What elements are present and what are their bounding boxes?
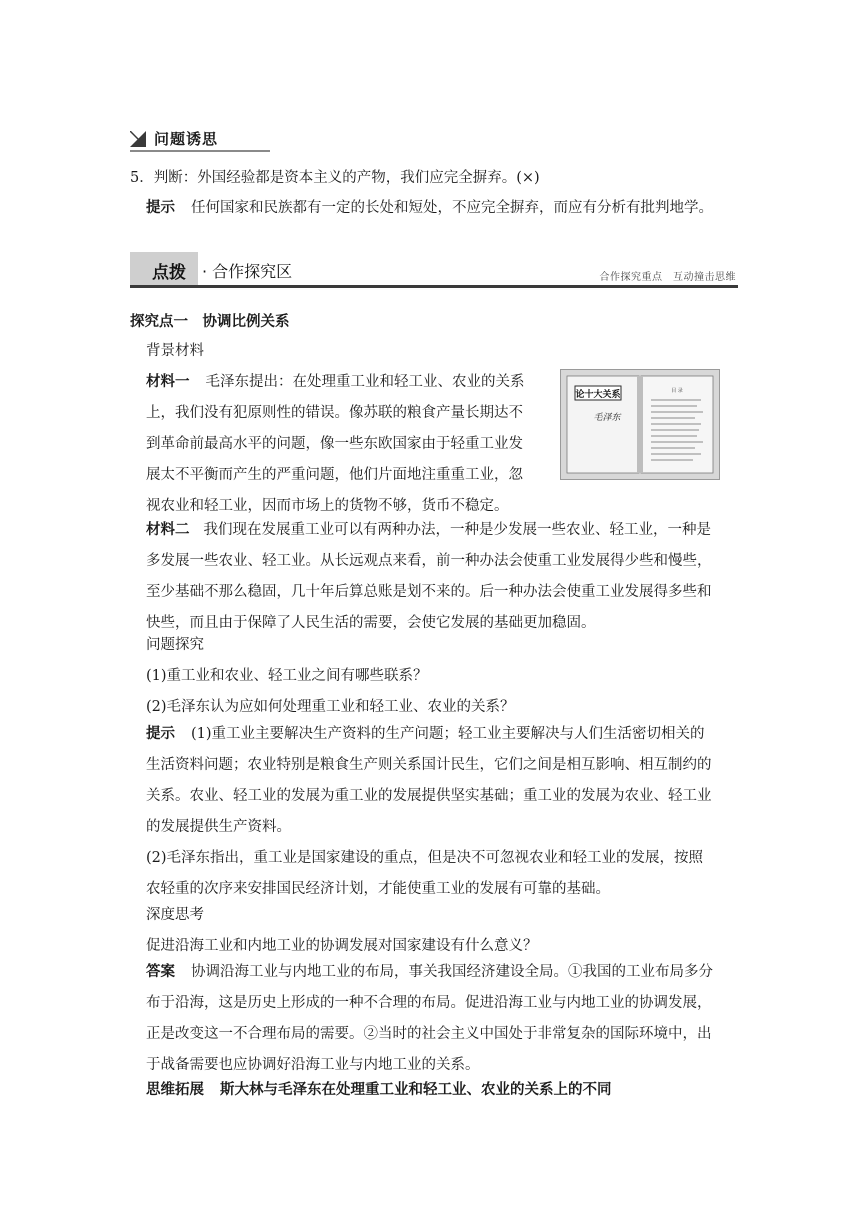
extension-label: 思维拓展 [146,1082,204,1098]
material-1 [146,367,546,522]
material-2-line: 我们现在发展重工业可以有两种办法，一种是少发展一些农业、轻工业，一种是 [203,522,711,538]
material-1-line: 毛泽东提出：在处理重工业和轻工业、农业的关系 [205,374,525,390]
banner-right-text: 合作探究重点 互动撞击思维 [599,272,736,283]
inquiry-hint-line: (1)重工业主要解决生产资料的生产问题；轻工业主要解决与人们生活密切相关的 [191,726,705,742]
inquiry-hint-line: 农轻重的次序来安排国民经济计划，才能使重工业的发展有可靠的基础。 [146,881,610,897]
answer-line: 布于沿海，这是历史上形成的一种不合理的布局。促进沿海工业与内地工业的协调发展， [146,995,712,1011]
material-1-label: 材料一 [146,374,190,390]
hint-text: 任何国家和民族都有一定的长处和短处，不应完全摒弃，而应有分析有批判地学。 [191,200,713,216]
material-2-label: 材料二 [146,522,190,538]
section-header [130,128,270,154]
inquiry-hint-line: (2)毛泽东指出，重工业是国家建设的重点，但是决不可忽视农业和轻工业的发展，按照 [146,850,704,866]
inquiry-hint-line: 关系。农业、轻工业的发展为重工业的发展提供坚实基础；重工业的发展为农业、轻工业 [146,788,712,804]
background-label: 背景材料 [146,343,204,359]
answer-line: 于战备需要也应协调好沿海工业与内地工业的关系。 [146,1057,480,1073]
section-banner [130,252,738,288]
contents-heading-text: 目 录 [671,388,683,394]
book-photo [560,369,720,480]
section-header-rule [130,150,270,152]
deep-thinking-question: 促进沿海工业和内地工业的协调发展对国家建设有什么意义？ [146,938,538,954]
material-2-line: 多发展一些农业、轻工业。从长远观点来看，前一种办法会使重工业发展得少些和慢些， [146,553,712,569]
question-5: 5．判断：外国经验都是资本主义的产物，我们应完全摒弃。(×) [130,170,540,186]
banner-rule [130,285,738,288]
extension-text: 斯大林与毛泽东在处理重工业和轻工业、农业的关系上的不同 [220,1082,612,1098]
material-2-line: 至少基础不那么稳固，几十年后算总账是划不来的。后一种办法会使重工业发展得多些和 [146,584,712,600]
material-2-line: 快些，而且由于保障了人民生活的需要，会使它发展的基础更加稳固。 [146,615,596,631]
section-header-label: 问题诱思 [154,130,219,148]
material-1-line: 展太不平衡而产生的严重问题，他们片面地注重重工业，忽 [146,467,523,483]
inquiry-label: 问题探究 [146,637,204,653]
material-2 [146,515,746,639]
answer-label: 答案 [146,964,175,980]
book-signature-text: 毛泽东 [593,413,621,423]
inquiry-point-title: 探究点一 协调比例关系 [130,314,290,330]
inquiry-hint-line: 生活资料问题；农业特别是粮食生产则关系国计民生，它们之间是相互影响、相互制约的 [146,757,712,773]
inquiry-block [146,630,746,723]
material-1-line: 视农业和轻工业，因而市场上的货物不够，货币不稳定。 [146,498,509,514]
banner-box-label: 点拨 [152,263,186,283]
inquiry-question-2: (2)毛泽东认为应如何处理重工业和轻工业、农业的关系？ [146,699,515,715]
inquiry-hint-label: 提示 [146,726,175,742]
material-1-line: 到革命前最高水平的问题，像一些东欧国家由于轻重工业发 [146,436,523,452]
thinking-extension [146,1075,746,1106]
banner-box [130,252,198,285]
answer-line: 协调沿海工业与内地工业的布局，事关我国经济建设全局。①我国的工业布局多分 [191,964,713,980]
answer [146,957,746,1081]
corner-triangle-icon [130,131,146,147]
deep-thinking [146,900,746,962]
inquiry-hint-line: 的发展提供生产资料。 [146,819,291,835]
question-5-hint [146,198,713,218]
material-1-line: 上，我们没有犯原则性的错误。像苏联的粮食产量长期达不 [146,405,523,421]
inquiry-hint [146,719,746,905]
answer-line: 正是改变这一不合理布局的需要。②当时的社会主义中国处于非常复杂的国际环境中，出 [146,1026,712,1042]
banner-title: · 合作探究区 [202,262,293,281]
book-title-text: 论十大关系 [575,390,621,400]
hint-label: 提示 [146,200,175,216]
inquiry-question-1: (1)重工业和农业、轻工业之间有哪些联系？ [146,668,428,684]
deep-thinking-label: 深度思考 [146,907,204,923]
